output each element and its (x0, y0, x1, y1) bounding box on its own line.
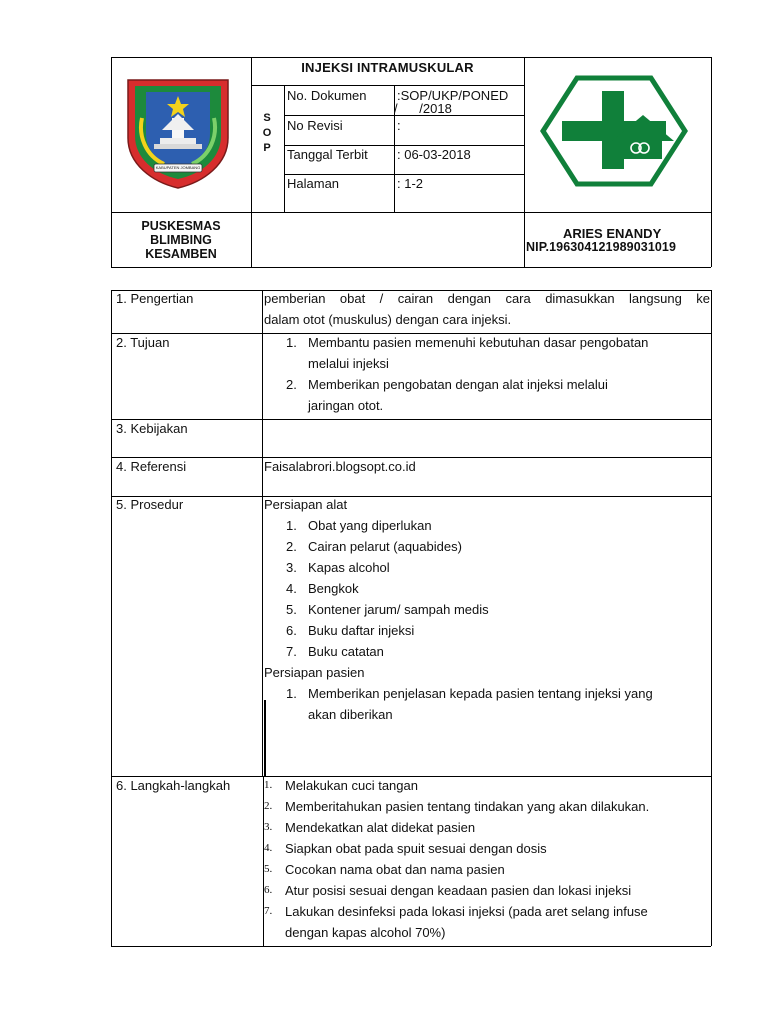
label-langkah: 6. Langkah-langkah (116, 778, 231, 793)
alat-item (264, 578, 710, 599)
langkah-item (264, 796, 711, 817)
field-label-halaman: Halaman (287, 176, 340, 191)
langkah-item-line: Memberitahukan pasien tentang tindakan yang akan dilakukan. (285, 799, 650, 814)
alat-item-text: Kapas alcohol (308, 560, 390, 575)
tujuan-item-line: Memberikan pengobatan dengan alat injeksi melalui (308, 377, 608, 392)
label-pengertian: 1. Pengertian (116, 291, 194, 306)
document-title: INJEKSI INTRAMUSKULAR (301, 60, 474, 75)
prosedur-heading-alat: Persiapan alat (264, 497, 348, 512)
alat-item-number: 1. (286, 518, 297, 533)
alat-item-number: 3. (286, 560, 297, 575)
langkah-item (264, 817, 711, 838)
alat-item (264, 641, 710, 662)
alat-item-number: 4. (286, 581, 297, 596)
field-value-tanggal-terbit: : 06-03-2018 (397, 147, 471, 162)
field-value-halaman: : 1-2 (397, 176, 424, 191)
tujuan-item (264, 374, 710, 416)
langkah-item-line: Siapkan obat pada spuit sesuai dengan dosis (285, 841, 547, 856)
tujuan-item-number: 2. (286, 377, 297, 392)
pasien-item (264, 683, 710, 725)
kabupaten-emblem (124, 78, 232, 190)
langkah-item (264, 901, 711, 943)
alat-item-text: Obat yang diperlukan (308, 518, 432, 533)
field-value-no-dokumen: :SOP/UKP/PONED (397, 88, 509, 103)
langkah-item-number: 1. (264, 779, 273, 791)
emblem-caption: KABUPATEN JOMBANG (155, 165, 201, 170)
langkah-item (264, 838, 711, 859)
alat-item (264, 620, 710, 641)
langkah-item-line: dengan kapas alcohol 70%) (285, 925, 446, 940)
alat-item-number: 5. (286, 602, 297, 617)
langkah-item-line: Melakukan cuci tangan (285, 778, 418, 793)
prosedur-content (264, 494, 710, 725)
tujuan-item-line: Membantu pasien memenuhi kebutuhan dasar pengobatan (308, 335, 649, 350)
alat-item (264, 536, 710, 557)
langkah-item (264, 880, 711, 901)
label-tujuan: 2. Tujuan (116, 335, 170, 350)
tujuan-item (264, 332, 710, 374)
institution-line-1: PUSKESMAS (141, 219, 221, 233)
alat-item-text: Buku daftar injeksi (308, 623, 415, 638)
sop-letter-o: O (262, 127, 272, 139)
langkah-item-number: 5. (264, 863, 273, 875)
sop-letter-s: S (263, 112, 271, 124)
langkah-item (264, 859, 711, 880)
langkah-item-number: 7. (264, 905, 273, 917)
langkah-item-line: Lakukan desinfeksi pada lokasi injeksi (pada aret selang infuse (285, 904, 648, 919)
label-kebijakan: 3. Kebijakan (116, 421, 188, 436)
field-label-tanggal-terbit: Tanggal Terbit (287, 147, 368, 162)
langkah-item-number: 6. (264, 884, 273, 896)
signatory-name: ARIES ENANDY (563, 226, 662, 241)
langkah-item (264, 775, 711, 796)
institution-line-2: BLIMBING (150, 233, 212, 247)
pasien-item-number: 1. (286, 686, 297, 701)
langkah-item-line: Mendekatkan alat didekat pasien (285, 820, 476, 835)
pasien-item-line: Memberikan penjelasan kepada pasien tentang injeksi yang (308, 686, 653, 701)
sop-letter-p: P (263, 142, 271, 154)
prosedur-heading-pasien: Persiapan pasien (264, 665, 365, 680)
alat-item (264, 557, 710, 578)
alat-item-number: 2. (286, 539, 297, 554)
tujuan-item-line: melalui injeksi (308, 356, 389, 371)
pengertian-line-2: dalam otot (muskulus) dengan cara injeksi. (264, 312, 512, 327)
referensi-text: Faisalabrori.blogsopt.co.id (264, 459, 416, 474)
institution-line-3: KESAMBEN (145, 247, 217, 261)
alat-item-text: Kontener jarum/ sampah medis (308, 602, 489, 617)
alat-item (264, 599, 710, 620)
langkah-item-line: Cocokan nama obat dan nama pasien (285, 862, 505, 877)
alat-item-number: 6. (286, 623, 297, 638)
tujuan-list (264, 332, 710, 416)
pengertian-text (264, 288, 710, 330)
field-label-no-dokumen: No. Dokumen (287, 88, 367, 103)
field-label-no-revisi: No Revisi (287, 118, 343, 133)
alat-item-number: 7. (286, 644, 297, 659)
field-value-no-dokumen-line2: / /2018 (394, 101, 452, 116)
alat-item-text: Cairan pelarut (aquabides) (308, 539, 462, 554)
langkah-item-number: 2. (264, 800, 273, 812)
langkah-list (264, 775, 711, 943)
signatory-nip: NIP.196304121989031019 (526, 240, 677, 254)
puskesmas-logo-icon (540, 75, 688, 187)
pengertian-line-1: pemberian obat / cairan dengan cara dimasukkan langsung ke (264, 291, 710, 306)
label-prosedur: 5. Prosedur (116, 497, 184, 512)
langkah-item-number: 4. (264, 842, 273, 854)
tujuan-item-line: jaringan otot. (308, 398, 384, 413)
langkah-item-number: 3. (264, 821, 273, 833)
langkah-item-line: Atur posisi sesuai dengan keadaan pasien dan lokasi injeksi (285, 883, 632, 898)
field-value-no-revisi: : (397, 118, 401, 133)
pasien-item-line: akan diberikan (308, 707, 393, 722)
label-referensi: 4. Referensi (116, 459, 187, 474)
alat-item (264, 515, 710, 536)
institution-name (111, 219, 251, 261)
alat-item-text: Bengkok (308, 581, 359, 596)
alat-item-text: Buku catatan (308, 644, 384, 659)
tujuan-item-number: 1. (286, 335, 297, 350)
